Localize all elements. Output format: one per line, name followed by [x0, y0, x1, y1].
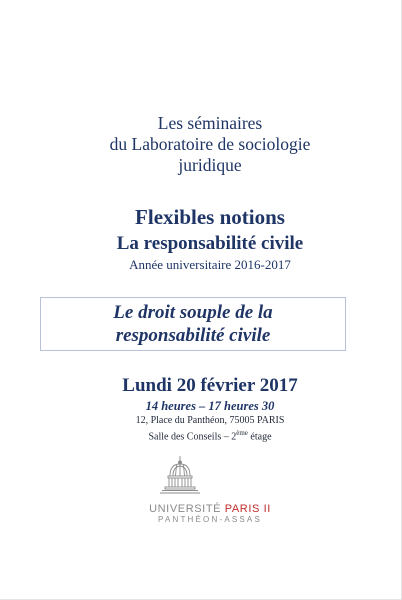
university-name-part2: PARIS II	[224, 503, 271, 515]
series-line-2: du Laboratoire de sociologie	[109, 134, 311, 154]
pantheon-dome-icon	[157, 454, 203, 500]
series-line-1: Les séminaires	[157, 113, 263, 133]
seminar-series-heading	[0, 113, 402, 176]
series-line-3: juridique	[178, 155, 242, 175]
topic-line-1: Le droit souple de la	[113, 302, 273, 323]
room-suffix: étage	[247, 431, 272, 443]
session-location	[0, 415, 402, 443]
program-title: Flexibles notions	[135, 205, 285, 229]
session-date: Lundi 20 février 2017	[122, 375, 298, 396]
university-name	[0, 503, 402, 515]
university-name-part1: UNIVERSITÉ	[149, 503, 225, 515]
room-floor-suffix: ème	[236, 429, 248, 437]
room-prefix: Salle des Conseils – 2	[148, 431, 237, 443]
session-hours: 14 heures – 17 heures 30	[145, 399, 275, 413]
academic-year: Année universitaire 2016-2017	[129, 257, 291, 272]
topic-line-2: responsabilité civile	[115, 325, 271, 346]
program-subtitle: La responsabilité civile	[116, 233, 304, 254]
address-line: 12, Place du Panthéon, 75005 PARIS	[135, 415, 285, 426]
university-subname: PANTHÉON-ASSAS	[158, 515, 262, 524]
session-topic-box	[40, 297, 346, 351]
room-line	[0, 427, 402, 443]
